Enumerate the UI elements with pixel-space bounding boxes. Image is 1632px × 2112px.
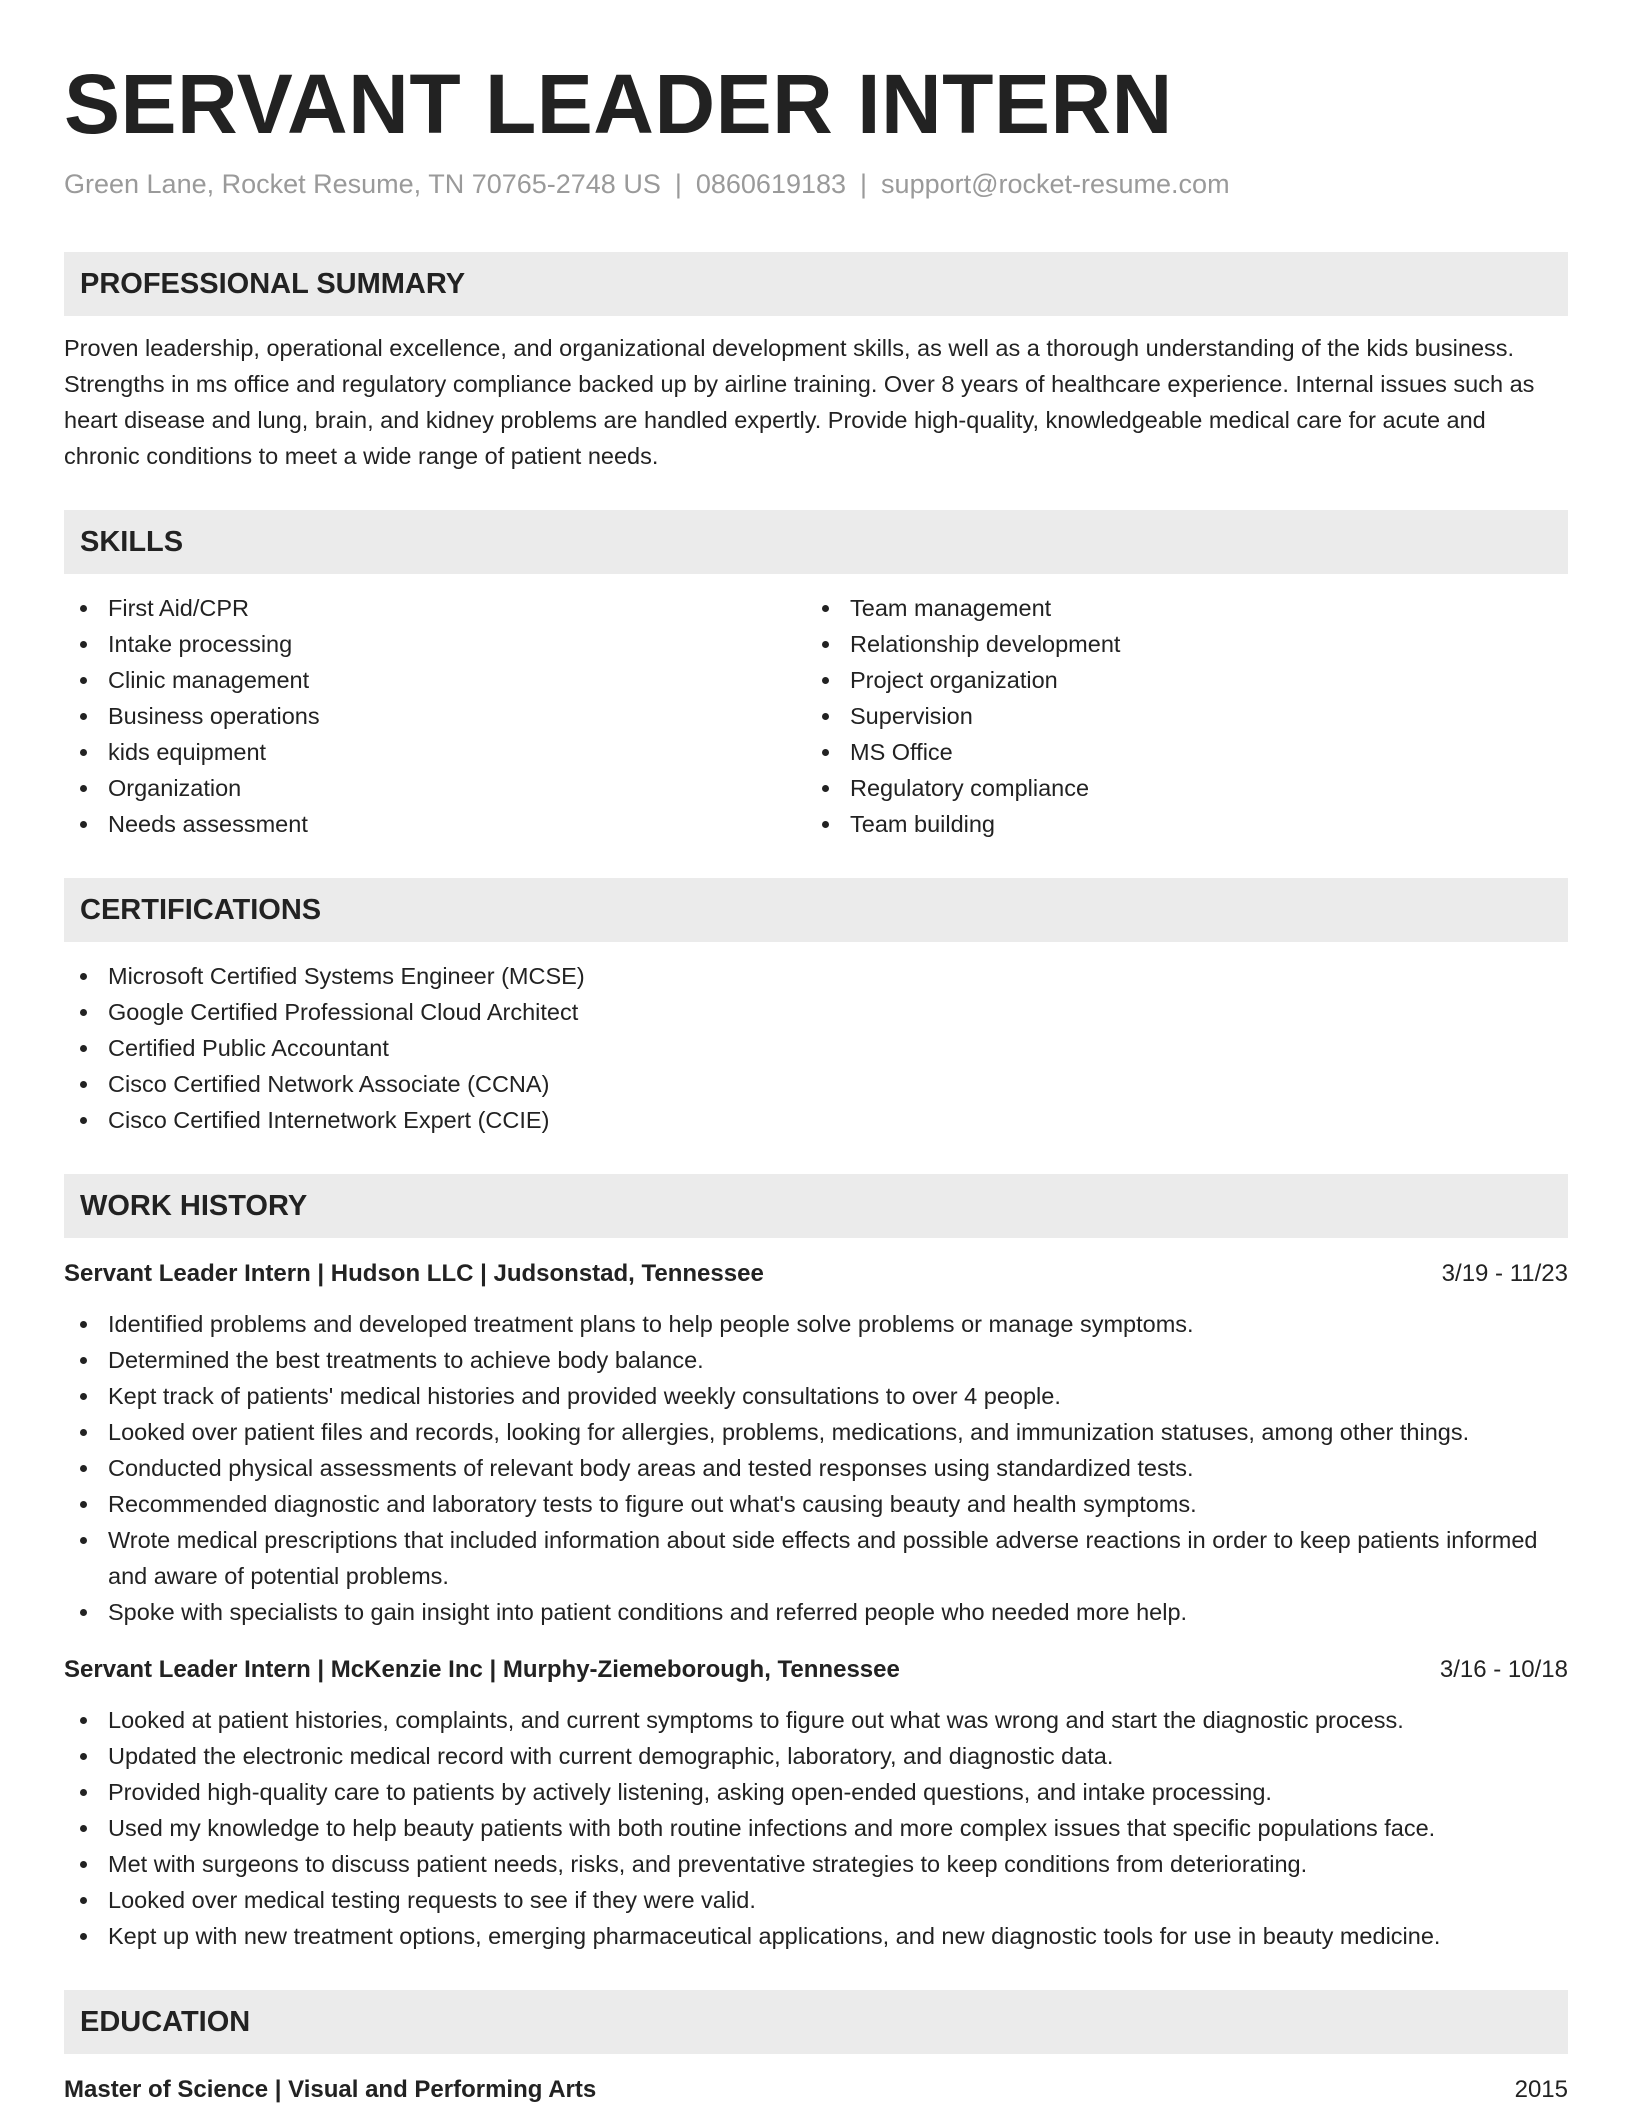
skill-item: Supervision — [806, 698, 1548, 734]
job-duty: Provided high-quality care to patients by actively listening, asking open-ended questions, and intake processing. — [64, 1774, 1568, 1810]
job-duty: Updated the electronic medical record with current demographic, laboratory, and diagnostic data. — [64, 1738, 1568, 1774]
contact-address: Green Lane, Rocket Resume, TN 70765-2748 US — [64, 169, 661, 199]
job-duty: Determined the best treatments to achieve body balance. — [64, 1342, 1568, 1378]
education-year: 2015 — [1514, 2076, 1568, 2103]
job-entry — [64, 1256, 1568, 1630]
skills-heading: SKILLS — [64, 510, 1568, 574]
contact-line — [64, 166, 1568, 202]
job-duty: Conducted physical assessments of relevant body areas and tested responses using standardized tests. — [64, 1450, 1568, 1486]
candidate-name: SERVANT LEADER INTERN — [64, 57, 1173, 151]
job-duty: Looked at patient histories, complaints, and current symptoms to figure out what was wrong and start the diagnostic process. — [64, 1702, 1568, 1738]
certifications-list — [64, 958, 1568, 1138]
skill-item: Team management — [806, 590, 1548, 626]
certifications-heading: CERTIFICATIONS — [64, 878, 1568, 942]
skill-item: Clinic management — [64, 662, 806, 698]
certification-item: Certified Public Accountant — [64, 1030, 1568, 1066]
job-duty: Recommended diagnostic and laboratory tests to figure out what's causing beauty and health symptoms. — [64, 1486, 1568, 1522]
education-degree: Master of Science | Visual and Performing Arts — [64, 2076, 597, 2103]
skill-item: Organization — [64, 770, 806, 806]
summary-heading: PROFESSIONAL SUMMARY — [64, 252, 1568, 316]
certification-item: Cisco Certified Network Associate (CCNA) — [64, 1066, 1568, 1102]
skill-item: Regulatory compliance — [806, 770, 1548, 806]
job-header — [64, 1256, 1568, 1292]
skills-grid — [64, 590, 1568, 842]
job-duty: Met with surgeons to discuss patient needs, risks, and preventative strategies to keep conditions from deteriorating. — [64, 1846, 1568, 1882]
job-title: Servant Leader Intern | Hudson LLC | Judsonstad, Tennessee — [64, 1260, 764, 1287]
skill-item: Needs assessment — [64, 806, 806, 842]
job-title: Servant Leader Intern | McKenzie Inc | Murphy-Ziemeborough, Tennessee — [64, 1656, 900, 1683]
job-duty: Wrote medical prescriptions that included information about side effects and possible adverse reactions in order to keep patients informed and aware of potential problems. — [64, 1522, 1568, 1594]
skill-item: kids equipment — [64, 734, 806, 770]
certification-item: Cisco Certified Internetwork Expert (CCIE) — [64, 1102, 1568, 1138]
skill-item: MS Office — [806, 734, 1548, 770]
skills-right-column — [806, 590, 1548, 842]
education-entry — [64, 2072, 1568, 2108]
job-duty: Kept up with new treatment options, emerging pharmaceutical applications, and new diagnostic tools for use in beauty medicine. — [64, 1918, 1568, 1954]
skill-item: Business operations — [64, 698, 806, 734]
job-entry — [64, 1652, 1568, 1954]
job-duty: Identified problems and developed treatment plans to help people solve problems or manage symptoms. — [64, 1306, 1568, 1342]
job-dates: 3/19 - 11/23 — [1441, 1260, 1568, 1287]
job-duty: Looked over medical testing requests to see if they were valid. — [64, 1882, 1568, 1918]
job-duty: Kept track of patients' medical histories and provided weekly consultations to over 4 people. — [64, 1378, 1568, 1414]
work-history-heading: WORK HISTORY — [64, 1174, 1568, 1238]
job-header — [64, 1652, 1568, 1688]
contact-separator: | — [674, 169, 682, 199]
job-duty: Used my knowledge to help beauty patients with both routine infections and more complex issues that specific populations face. — [64, 1810, 1568, 1846]
job-duties-list — [64, 1702, 1568, 1954]
skill-item: Project organization — [806, 662, 1548, 698]
skill-item: Relationship development — [806, 626, 1548, 662]
certification-item: Microsoft Certified Systems Engineer (MCSE) — [64, 958, 1568, 994]
job-dates: 3/16 - 10/18 — [1439, 1656, 1568, 1683]
contact-email[interactable]: support@rocket-resume.com — [881, 169, 1230, 199]
job-duties-list — [64, 1306, 1568, 1630]
education-heading: EDUCATION — [64, 1990, 1568, 2054]
contact-phone: 0860619183 — [695, 169, 847, 199]
contact-separator: | — [860, 169, 868, 199]
job-duty: Spoke with specialists to gain insight into patient conditions and referred people who needed more help. — [64, 1594, 1568, 1630]
skill-item: Intake processing — [64, 626, 806, 662]
skill-item: Team building — [806, 806, 1548, 842]
certification-item: Google Certified Professional Cloud Architect — [64, 994, 1568, 1030]
skills-left-column — [64, 590, 806, 842]
job-duty: Looked over patient files and records, looking for allergies, problems, medications, and immunization statuses, among other things. — [64, 1414, 1568, 1450]
skill-item: First Aid/CPR — [64, 590, 806, 626]
summary-text: Proven leadership, operational excellence, and organizational development skills, as well as a thorough understanding of the kids business. Strengths in ms office and regulatory compliance backed up by airline training. Over 8 years of healthcare experience. Internal issues such as heart disease and lung, brain, and kidney problems are handled expertly. Provide high-quality, knowledgeable medical care for acute and chronic conditions to meet a wide range of patient needs. — [64, 335, 1535, 469]
